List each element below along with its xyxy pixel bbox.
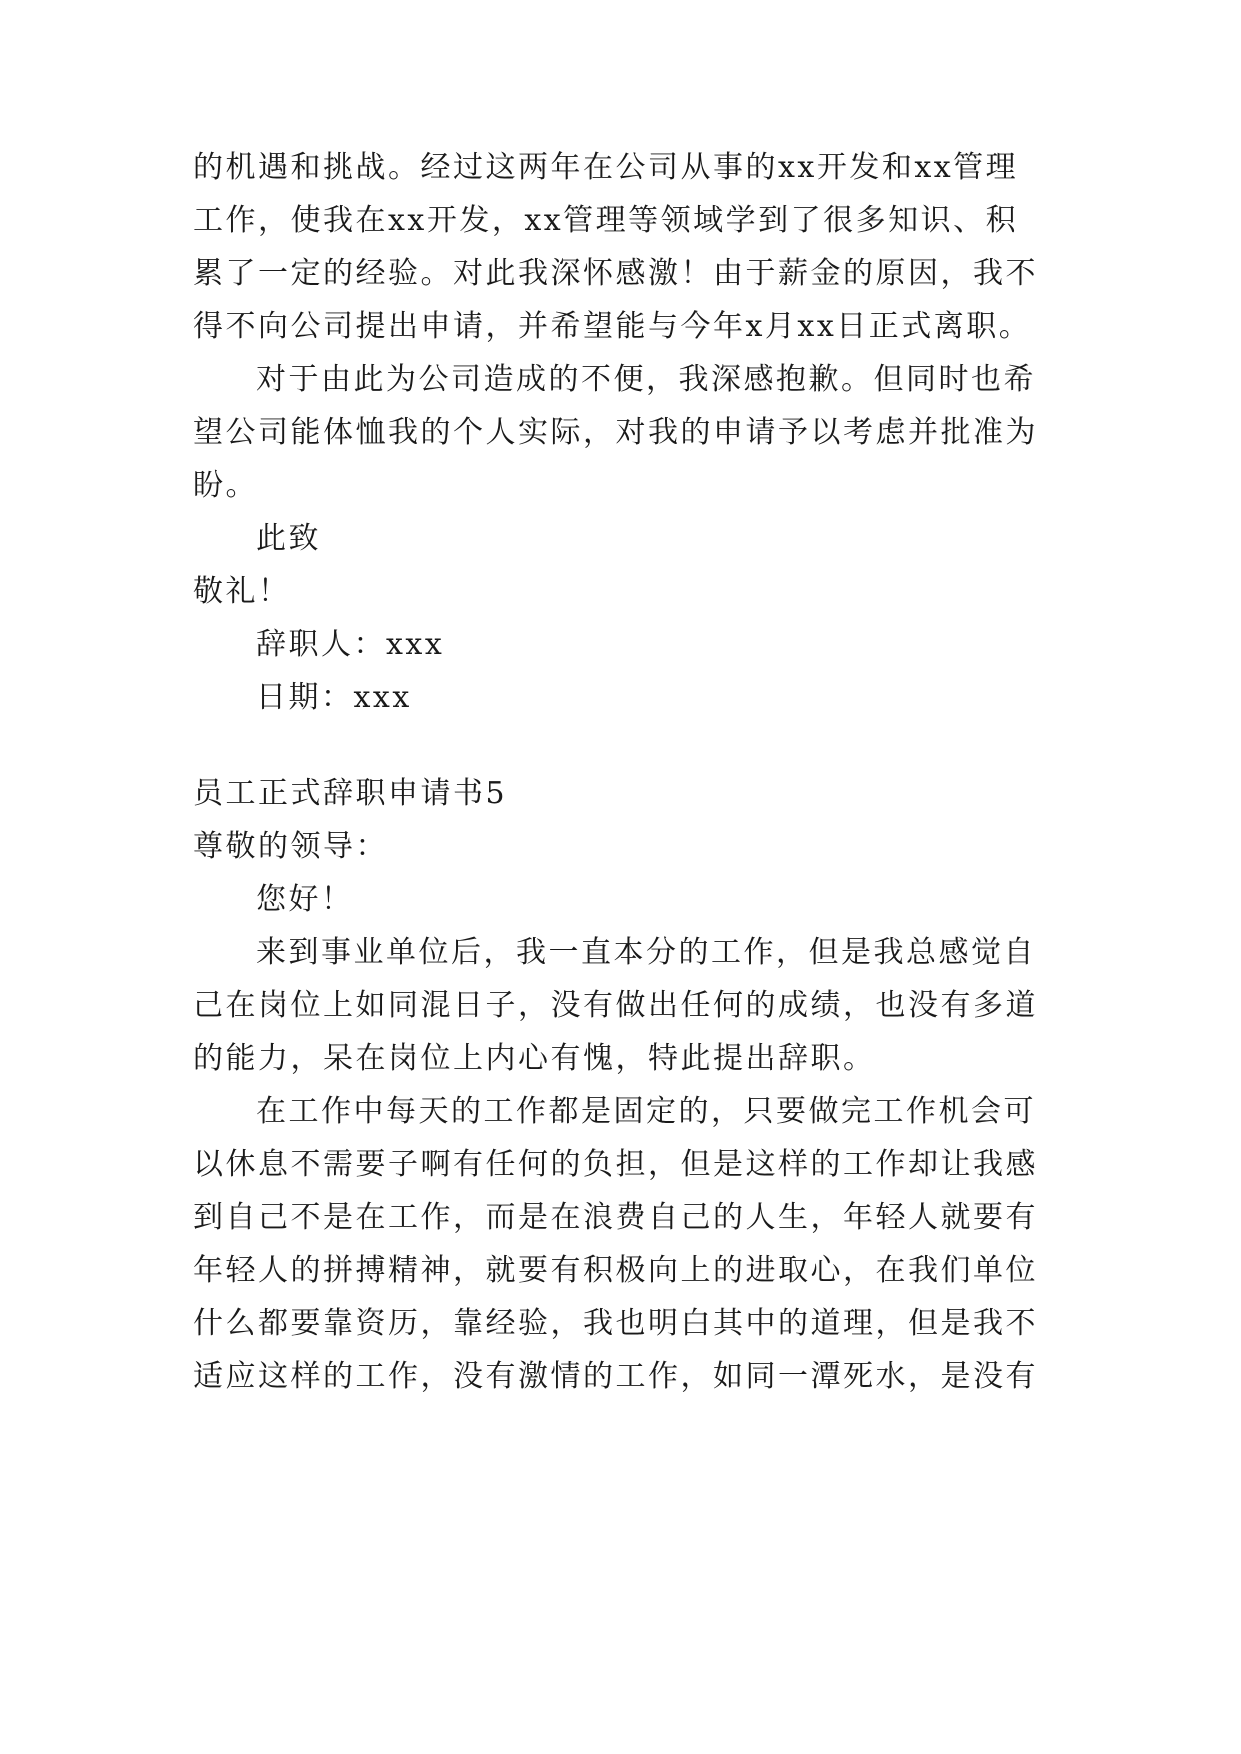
signature-date: 日期：xxx [256, 680, 412, 715]
signature-name: 辞职人：xxx [256, 627, 445, 662]
body-line: 什么都要靠资历，靠经验，我也明白其中的道理，但是我不 [193, 1306, 1038, 1341]
paragraph-start-line: 来到事业单位后，我一直本分的工作，但是我总感觉自 [256, 935, 1036, 970]
body-line: 己在岗位上如同混日子，没有做出任何的成绩，也没有多道 [193, 988, 1038, 1023]
body-line: 得不向公司提出申请，并希望能与今年x月xx日正式离职。 [193, 309, 1032, 344]
body-line: 工作，使我在xx开发，xx管理等领域学到了很多知识、积 [193, 203, 1019, 238]
body-line: 盼。 [193, 468, 258, 503]
body-line: 适应这样的工作，没有激情的工作，如同一潭死水，是没有 [193, 1359, 1038, 1394]
closing-salutation: 此致 [256, 521, 321, 556]
paragraph-start-line: 在工作中每天的工作都是固定的，只要做完工作机会可 [256, 1094, 1036, 1129]
body-line: 以休息不需要子啊有任何的负担，但是这样的工作却让我感 [193, 1147, 1038, 1182]
body-line: 年轻人的拼搏精神，就要有积极向上的进取心，在我们单位 [193, 1253, 1038, 1288]
body-line: 望公司能体恤我的个人实际，对我的申请予以考虑并批准为 [193, 415, 1038, 450]
body-line: 到自己不是在工作，而是在浪费自己的人生，年轻人就要有 [193, 1200, 1038, 1235]
paragraph-start-line: 对于由此为公司造成的不便，我深感抱歉。但同时也希 [256, 362, 1036, 397]
body-line: 累了一定的经验。对此我深怀感激！由于薪金的原因，我不 [193, 256, 1038, 291]
greeting: 您好！ [256, 882, 354, 917]
greeting-recipient: 尊敬的领导： [193, 829, 388, 864]
closing-regards: 敬礼！ [193, 574, 291, 609]
body-line: 的机遇和挑战。经过这两年在公司从事的xx开发和xx管理 [193, 150, 1019, 185]
section-heading: 员工正式辞职申请书5 [193, 776, 508, 811]
body-line: 的能力，呆在岗位上内心有愧，特此提出辞职。 [193, 1041, 876, 1076]
